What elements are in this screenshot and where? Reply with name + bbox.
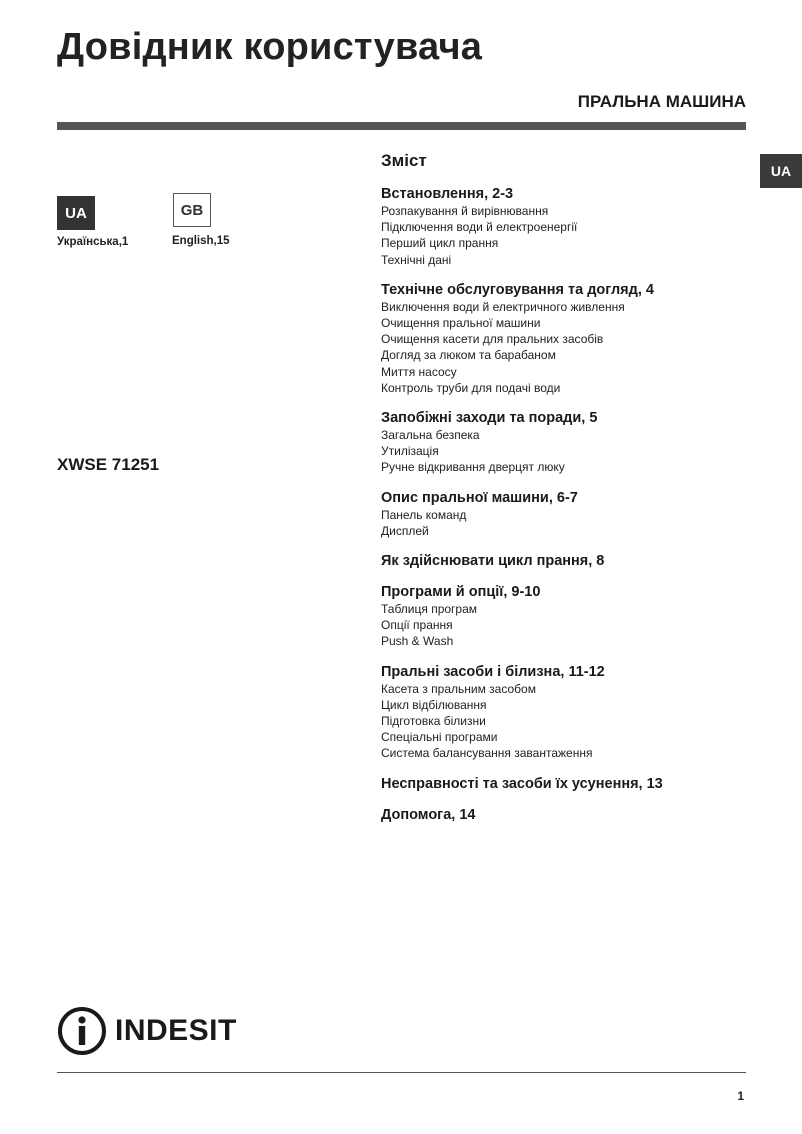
language-badge-ua[interactable]: UA (57, 196, 95, 230)
toc-section (381, 806, 741, 824)
toc-sections (381, 185, 741, 824)
toc-section (381, 663, 741, 762)
language-label-ua: Українська,1 (57, 236, 129, 248)
toc-item[interactable]: Опції прання (381, 618, 453, 633)
page-number: 1 (737, 1089, 744, 1103)
indesit-logo-icon (57, 1006, 107, 1056)
toc-item[interactable]: Очищення пральної машини (381, 316, 541, 331)
toc-item[interactable]: Утилізація (381, 444, 439, 459)
toc-item[interactable]: Спеціальні програми (381, 730, 498, 745)
toc-section-title[interactable]: Несправності та засоби їх усунення, 13 (381, 775, 663, 792)
toc-heading: Зміст (381, 151, 427, 170)
toc-item[interactable]: Дисплей (381, 523, 429, 538)
toc-item-list (381, 507, 741, 539)
toc-item[interactable]: Push & Wash (381, 634, 454, 649)
toc-section-title[interactable]: Запобіжні заходи та поради, 5 (381, 410, 598, 427)
toc-item-list (381, 601, 741, 650)
toc-section (381, 583, 741, 650)
toc-item[interactable]: Підключення води й електроенергії (381, 220, 578, 235)
toc-item-list (381, 427, 741, 476)
toc-item[interactable]: Миття насосу (381, 364, 457, 379)
toc-item[interactable]: Система балансування завантаження (381, 746, 593, 761)
toc-item[interactable]: Розпакування й вирівнювання (381, 204, 549, 218)
toc-section (381, 552, 741, 570)
language-label-gb: English,15 (172, 235, 230, 247)
toc-section (381, 409, 741, 476)
toc-section (381, 489, 741, 539)
table-of-contents (381, 150, 741, 837)
toc-item-list (381, 681, 741, 762)
document-subtitle: ПРАЛЬНА МАШИНА (577, 92, 746, 111)
toc-item[interactable]: Контроль труби для подачі води (381, 380, 561, 395)
page-title: Довідник користувача (57, 26, 483, 68)
toc-item[interactable]: Ручне відкривання дверцят люку (381, 460, 565, 475)
toc-section-title[interactable]: Встановлення, 2-3 (381, 186, 514, 202)
language-badge-gb[interactable]: GB (173, 193, 211, 227)
toc-item-list (381, 203, 741, 268)
toc-item[interactable]: Догляд за люком та барабаном (381, 348, 556, 363)
toc-item[interactable]: Касета з пральним засобом (381, 681, 536, 696)
toc-item[interactable]: Перший цикл прання (381, 236, 499, 251)
header-divider (57, 122, 746, 130)
language-side-tab: UA (760, 154, 802, 188)
toc-section-title[interactable]: Програми й опції, 9-10 (381, 584, 541, 601)
toc-item[interactable]: Цикл відбілювання (381, 697, 487, 712)
model-number: XWSE 71251 (57, 455, 160, 474)
toc-section (381, 775, 741, 793)
toc-section-title[interactable]: Опис пральної машини, 6-7 (381, 489, 578, 506)
toc-section (381, 185, 741, 268)
toc-section-title[interactable]: Допомога, 14 (381, 806, 476, 823)
brand-logo (57, 1005, 237, 1057)
toc-item[interactable]: Технічні дані (381, 252, 452, 267)
toc-item[interactable]: Виключення води й електричного живлення (381, 299, 625, 314)
toc-item[interactable]: Підготовка білизни (381, 714, 486, 729)
toc-item-list (381, 299, 741, 396)
brand-name: INDESIT (115, 1014, 237, 1047)
toc-item[interactable]: Панель команд (381, 507, 467, 522)
toc-section-title[interactable]: Пральні засоби і білизна, 11-12 (381, 663, 605, 680)
toc-item[interactable]: Очищення касети для пральних засобів (381, 332, 604, 347)
footer-divider (57, 1072, 746, 1073)
toc-section-title[interactable]: Технічне обслуговування та догляд, 4 (381, 281, 654, 298)
toc-item[interactable]: Загальна безпека (381, 428, 480, 443)
toc-section-title[interactable]: Як здійснювати цикл прання, 8 (381, 553, 605, 570)
toc-section (381, 281, 741, 396)
toc-item[interactable]: Таблиця програм (381, 602, 478, 617)
